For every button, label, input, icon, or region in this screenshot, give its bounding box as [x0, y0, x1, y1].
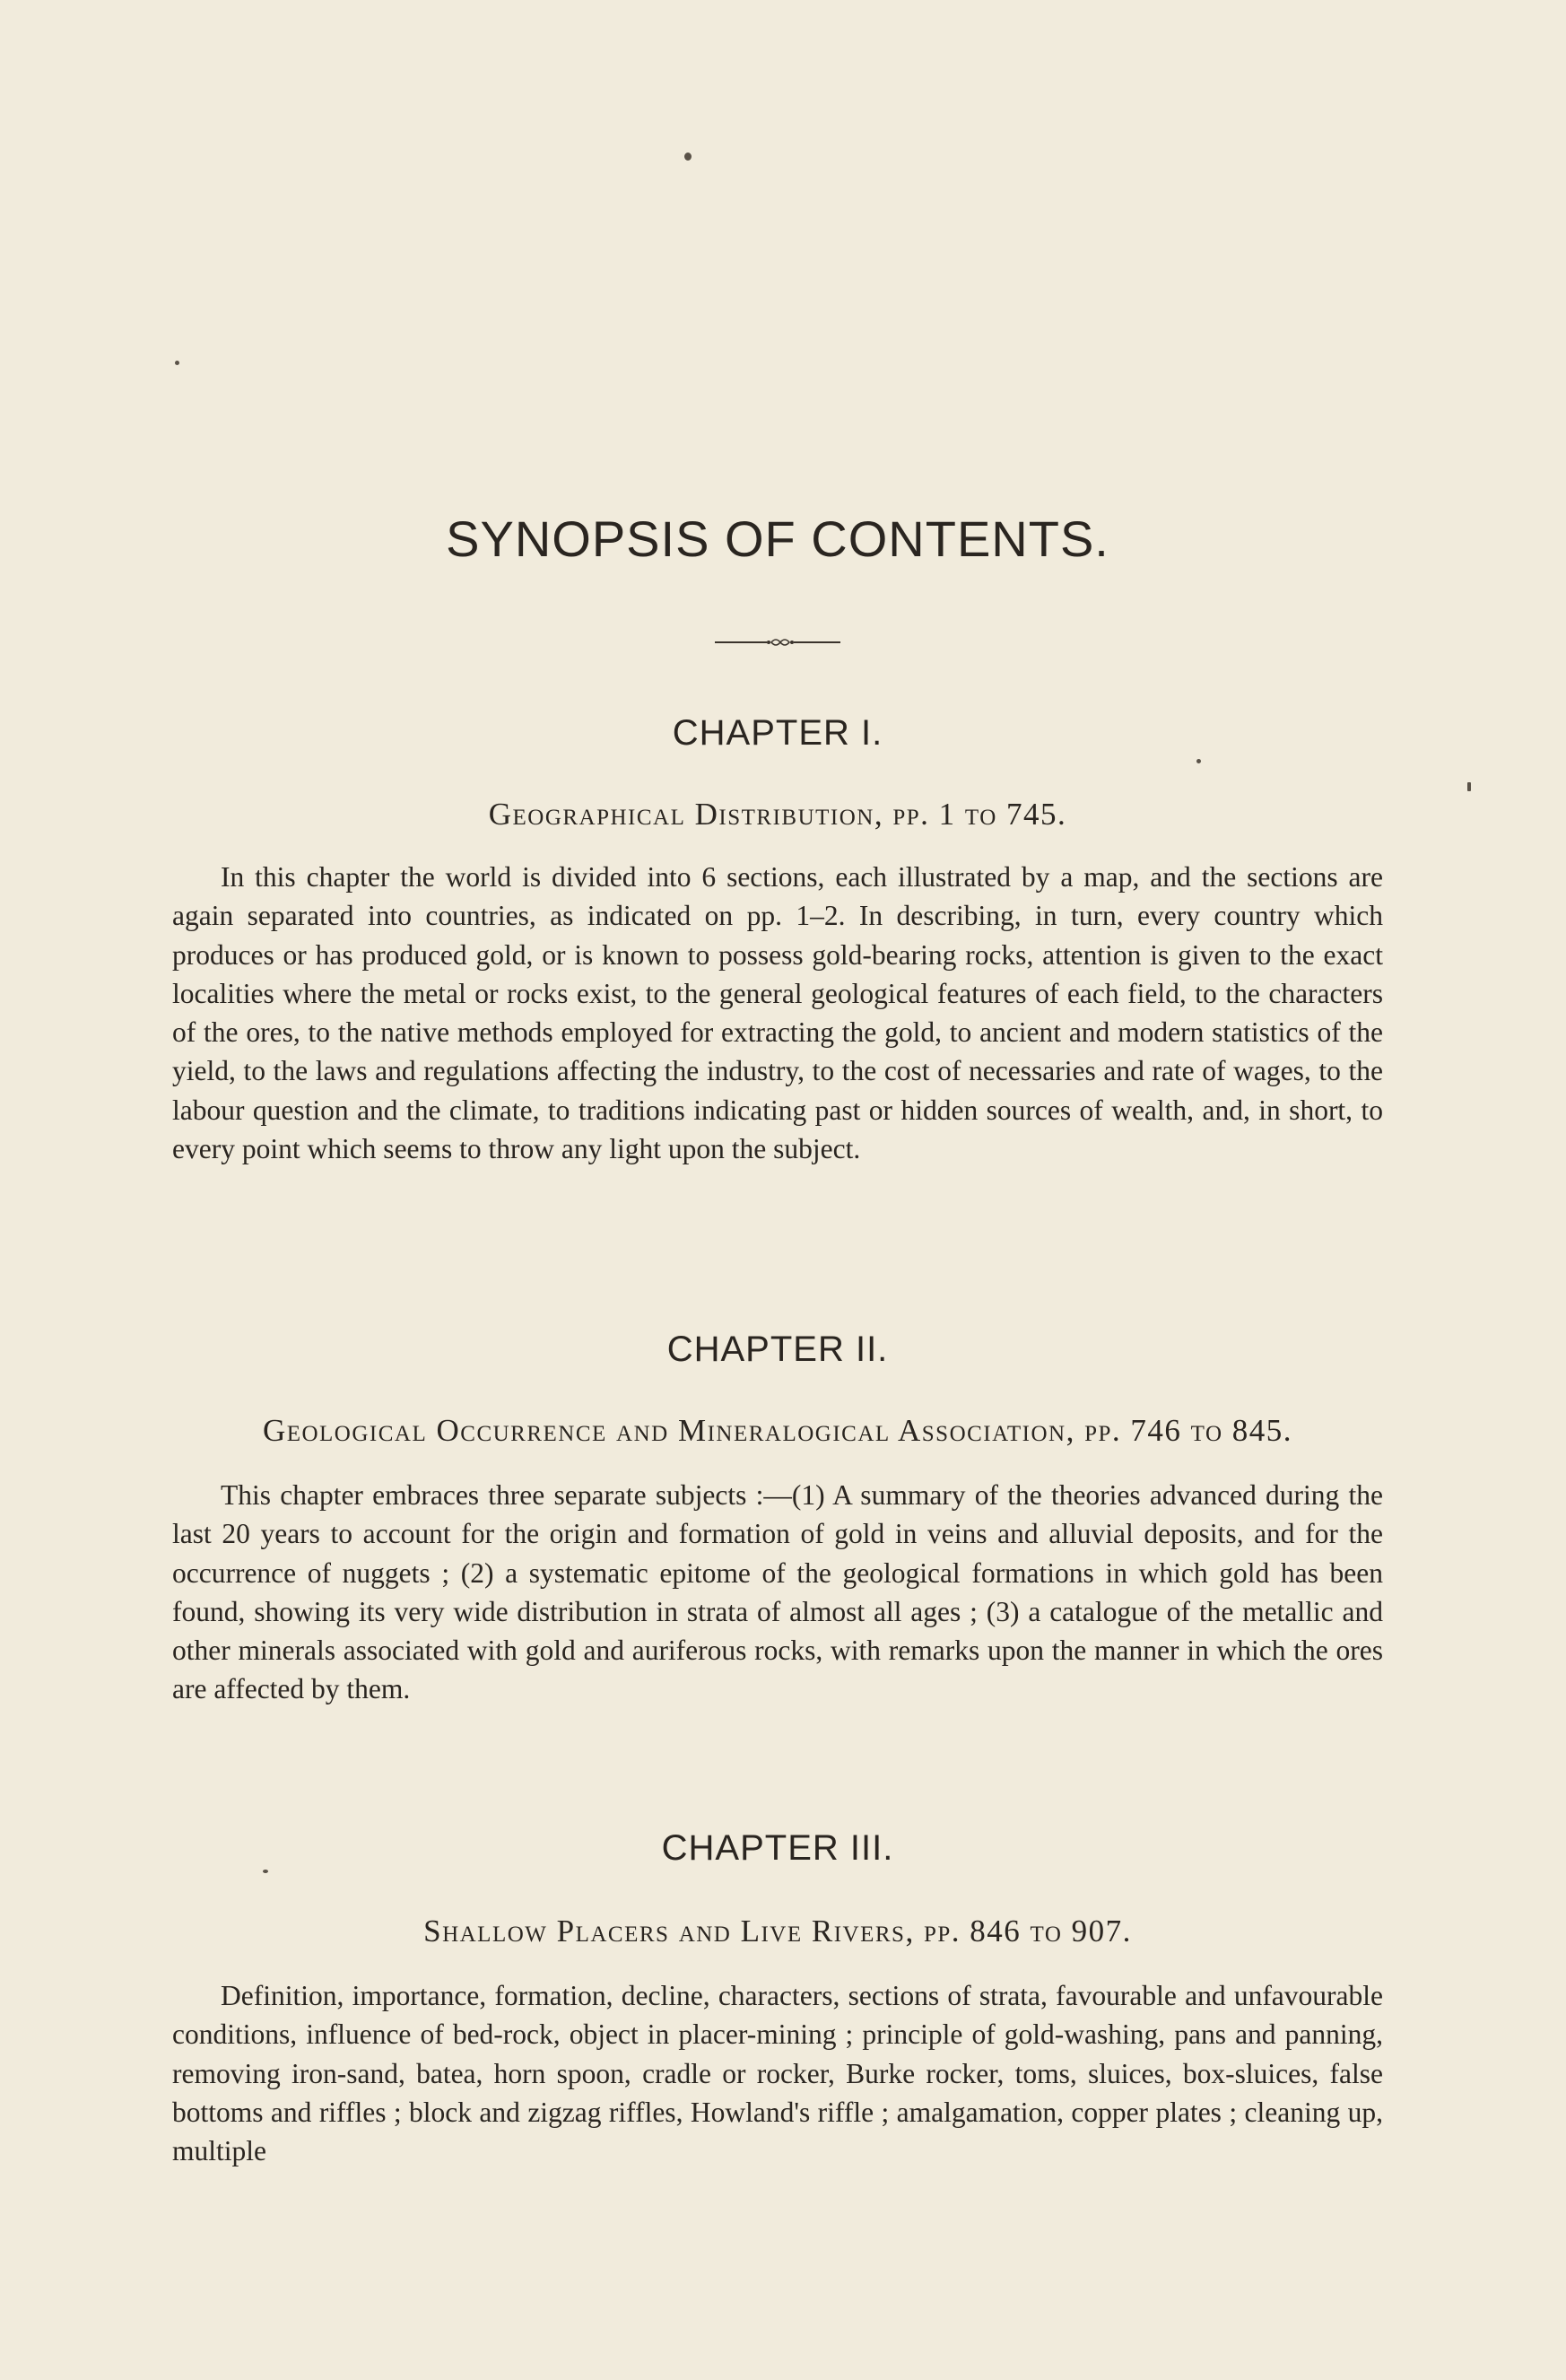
paper-speck [684, 153, 692, 161]
chapter-subtitle: Geographical Distribution, pp. 1 to 745. [488, 797, 1067, 832]
chapter-subtitle: Shallow Placers and Live Rivers, pp. 846 to 907. [423, 1914, 1132, 1948]
page-title: SYNOPSIS OF CONTENTS. [446, 510, 1109, 567]
chapter-2 [172, 1329, 1383, 1709]
chapter-body: This chapter embraces three separate subjects :—(1) A summary of the theories advanced during the last 20 years to account for the origin and formation of gold in veins and alluvial deposits, and for the occurrence of nuggets ; (2) a systematic epitome of the geological formations in which gold has been found, showing its very wide distribution in strata of almost all ages ; (3) a catalogue of the metallic and other minerals associated with gold and auriferous rocks, with remarks upon the manner in which the ores are affected by them. [172, 1479, 1383, 1705]
chapter-subtitle: Geological Occurrence and Mineralogical Association, pp. 746 to 845. [262, 1413, 1293, 1448]
paper-speck [1467, 782, 1471, 791]
chapter-heading: CHAPTER I. [672, 713, 883, 753]
chapter-body: In this chapter the world is divided into 6 sections, each illustrated by a map, and the sections are again separated into countries, as indicated on pp. 1–2. In describing, in turn, every country which produces or has produced gold, or is known to possess gold-bearing rocks, attention is given to the exact localities where the metal or rocks exist, to the general geological features of each field, to the characters of the ores, to the native methods employed for extracting the gold, to ancient and modern statistics of the yield, to the laws and regulations affecting the industry, to the cost of necessaries and rate of wages, to the labour question and the climate, to traditions indicating past or hidden sources of wealth, and, in short, to every point which seems to throw any light upon the subject. [172, 861, 1383, 1165]
paper-speck [1196, 759, 1201, 763]
chapter-3 [172, 1828, 1383, 2170]
chapter-heading: CHAPTER II. [666, 1329, 889, 1369]
paper-speck [263, 1870, 268, 1873]
paper-speck [175, 361, 179, 365]
chapter-1 [172, 713, 1383, 1168]
chapter-body: Definition, importance, formation, decline, characters, sections of strata, favourable and unfavourable conditions, influence of bed-rock, object in placer-mining ; principle of gold-washing, pans and panning, removing iron-sand, batea, horn spoon, cradle or rocker, Burke rocker, toms, sluices, box-sluices, false bottoms and riffles ; block and zigzag riffles, Howland's riffle ; amalgamation, copper plates ; cleaning up, multiple [172, 1980, 1383, 2167]
ornament-divider [715, 633, 840, 651]
chapter-heading: CHAPTER III. [661, 1828, 894, 1868]
